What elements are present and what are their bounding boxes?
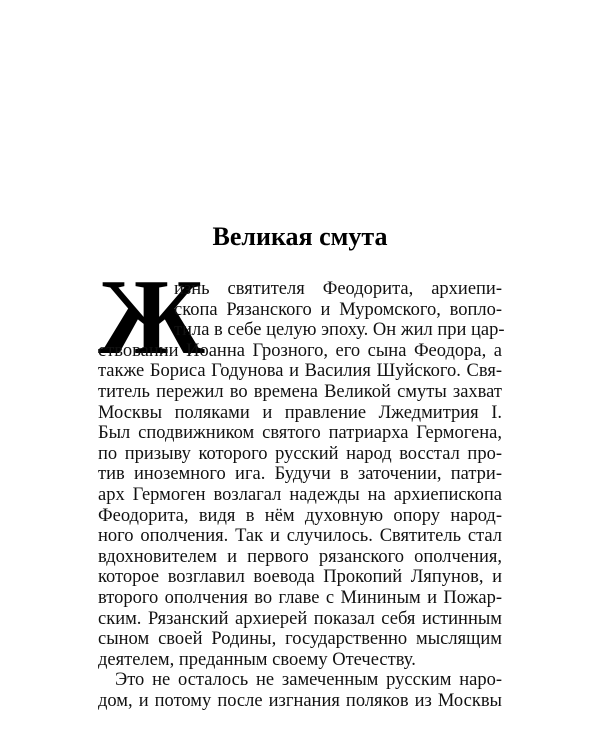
text-line: также Бориса Годунова и Василия Шуйского. Свя-	[98, 361, 502, 382]
chapter-title: Великая смута	[212, 222, 388, 251]
text-line: тив иноземного ига. Будучи в заточении, патри-	[98, 464, 502, 485]
drop-cap-letter: Ж	[98, 258, 205, 377]
text-line: Феодорита, видя в нём духовную опору народ-	[98, 505, 502, 526]
text-line: ским. Рязанский архиерей показал себя истинным	[98, 608, 502, 629]
text-line: которое возглавил воевода Прокопий Ляпунов, и	[98, 567, 502, 588]
text-line: ствовании Иоанна Грозного, его сына Феодора, а	[98, 340, 502, 361]
text-line: титель пережил во времена Великой смуты захват	[98, 382, 502, 402]
text-line: скопа Рязанского и Муромского, вопло-	[174, 299, 502, 320]
text-line: Был сподвижником святого патриарха Гермогена,	[98, 423, 502, 444]
text-line: по призыву которого русский народ восстал про-	[98, 443, 502, 464]
text-line: сыном своей Родины, государственно мыслящим	[98, 629, 502, 650]
text-line: Это не осталось не замеченным русским наро-	[115, 670, 502, 691]
text-line: Москвы поляками и правление Лжедмитрия I.	[98, 402, 502, 423]
text-line: деятелем, преданным своему Отечеству.	[98, 649, 416, 670]
text-line: арх Гермоген возлагал надежды на архиепископа	[98, 485, 502, 505]
text-line: тила в себе целую эпоху. Он жил при цар-	[174, 320, 505, 341]
text-line: ного ополчения. Так и случилось. Святитель стал	[98, 526, 502, 547]
text-line: изнь святителя Феодорита, архиепи-	[174, 279, 502, 299]
text-line: дом, и потому после изгнания поляков из Москвы	[98, 691, 502, 711]
text-line: второго ополчения во главе с Мининым и Пожар-	[98, 588, 502, 608]
text-line: вдохновителем и первого рязанского ополчения,	[98, 546, 502, 567]
